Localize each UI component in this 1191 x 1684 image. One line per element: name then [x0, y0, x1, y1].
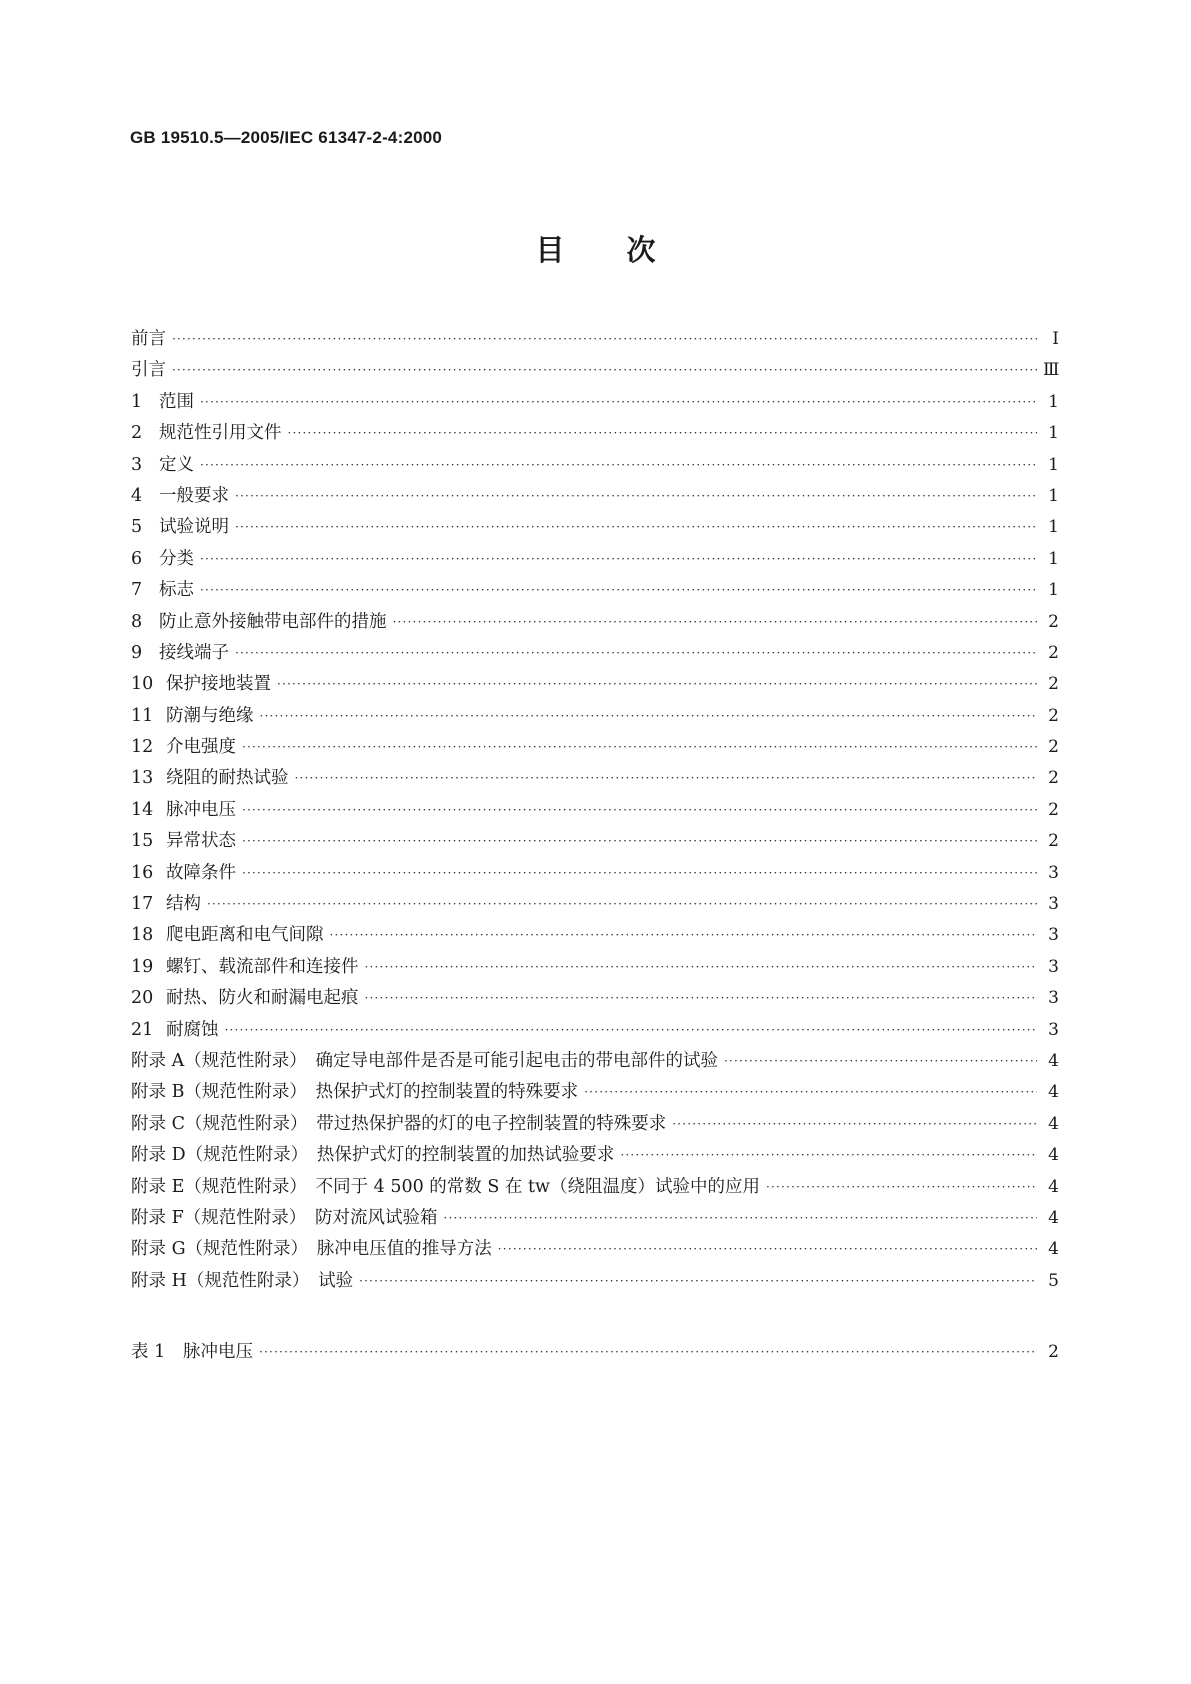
toc-entry-title: 附录 A（规范性附录） 确定导电部件是否是可能引起电击的带电部件的试验	[131, 1050, 718, 1071]
toc-entry-page: 3	[1048, 894, 1059, 915]
toc-entry-page: 4	[1048, 1050, 1059, 1071]
toc-entry-page: 1	[1048, 580, 1059, 601]
dot-leader	[172, 363, 1037, 377]
toc-entry[interactable]	[131, 1204, 1059, 1235]
toc-entry-title: 保护接地装置	[166, 674, 271, 695]
toc-entry[interactable]	[131, 953, 1059, 984]
toc-entry-page: 4	[1048, 1239, 1059, 1260]
dot-leader	[620, 1148, 1037, 1162]
toc-entry-title: 范围	[159, 391, 194, 412]
toc-entry-page: 2	[1048, 737, 1059, 758]
toc-entry-title: 附录 F（规范性附录） 防对流风试验箱	[131, 1207, 438, 1228]
toc-entry-number: 21	[131, 1019, 154, 1040]
dot-leader	[359, 1274, 1037, 1288]
toc-entry[interactable]	[131, 639, 1059, 670]
dot-leader	[200, 458, 1037, 472]
toc-entry[interactable]	[131, 419, 1059, 450]
toc-entry-page: 1	[1048, 391, 1059, 412]
dot-leader	[225, 1023, 1038, 1037]
toc-entry-page: 2	[1048, 768, 1059, 789]
toc-entry-title: 附录 B（规范性附录） 热保护式灯的控制装置的特殊要求	[131, 1082, 579, 1103]
toc-entry-title: 试验说明	[159, 517, 229, 538]
dot-leader	[242, 834, 1037, 848]
toc-entry-page: 3	[1048, 988, 1059, 1009]
toc-entry-title: 螺钉、载流部件和连接件	[166, 956, 359, 977]
toc-entry-title: 脉冲电压	[166, 799, 236, 820]
dot-leader	[172, 332, 1037, 346]
iec-standard-code: IEC 61347-2-4:2000	[284, 128, 443, 147]
toc-title: 目次	[535, 233, 718, 267]
dot-leader	[277, 677, 1037, 691]
toc-entry-page: 1	[1048, 517, 1059, 538]
dot-leader	[443, 1211, 1037, 1225]
toc-entry[interactable]	[131, 1267, 1059, 1298]
toc-entry[interactable]	[131, 859, 1059, 890]
toc-entry-title: 附录 H（规范性附录） 试验	[131, 1270, 354, 1291]
toc-entry[interactable]	[131, 451, 1059, 482]
toc-entry-page: 5	[1048, 1270, 1059, 1291]
toc-entry-page: 1	[1048, 454, 1059, 475]
toc-entry[interactable]	[131, 1141, 1059, 1172]
toc-entry-number: 5	[131, 517, 143, 538]
toc-entry-page: I	[1052, 329, 1059, 349]
toc-entry[interactable]	[131, 513, 1059, 544]
dot-leader	[365, 991, 1038, 1005]
toc-entry-number: 11	[131, 705, 154, 726]
toc-entry-page: 4	[1048, 1207, 1059, 1228]
toc-entry-page: Ⅲ	[1043, 360, 1060, 381]
standard-number-header	[130, 128, 442, 148]
toc-entry[interactable]	[131, 325, 1059, 356]
toc-entry-number: 14	[131, 799, 154, 820]
toc-entry-number: 4	[131, 485, 143, 506]
toc-entry-number: 18	[131, 925, 154, 946]
toc-entry-page: 4	[1048, 1145, 1059, 1166]
toc-entry-title: 附录 C（规范性附录） 带过热保护器的灯的电子控制装置的特殊要求	[131, 1113, 667, 1134]
toc-entry-title: 爬电距离和电气间隙	[166, 925, 324, 946]
toc-entry-title: 介电强度	[166, 737, 236, 758]
toc-entry-title: 标志	[159, 580, 194, 601]
toc-entry-number: 13	[131, 768, 154, 789]
list-of-tables	[131, 1338, 1059, 1369]
toc-entry[interactable]	[131, 890, 1059, 921]
toc-entry[interactable]	[131, 984, 1059, 1015]
toc-entry-title: 一般要求	[159, 485, 229, 506]
toc-entry-number: 17	[131, 894, 154, 915]
toc-entry-number: 19	[131, 956, 154, 977]
toc-entry[interactable]	[131, 1235, 1059, 1266]
toc-entry[interactable]	[131, 576, 1059, 607]
dot-leader	[766, 1180, 1037, 1194]
toc-entry-title: 防止意外接触带电部件的措施	[159, 611, 387, 632]
toc-entry-number: 12	[131, 737, 154, 758]
toc-entry-page: 1	[1048, 548, 1059, 569]
dot-leader	[365, 960, 1038, 974]
dot-leader	[288, 426, 1038, 440]
toc-entry-title: 前言	[131, 329, 166, 349]
toc-entry[interactable]	[131, 1078, 1059, 1109]
toc-entry-number: 16	[131, 862, 154, 883]
toc-entry-page: 1	[1048, 423, 1059, 444]
toc-entry-number: 7	[131, 580, 143, 601]
dot-leader	[498, 1242, 1037, 1256]
dot-leader	[393, 615, 1038, 629]
toc-entry-page: 3	[1048, 862, 1059, 883]
toc-entry-title: 附录 D（规范性附录） 热保护式灯的控制装置的加热试验要求	[131, 1145, 615, 1166]
dot-leader	[235, 489, 1037, 503]
toc-entry[interactable]	[131, 388, 1059, 419]
table-entry-label: 表 1	[131, 1342, 166, 1362]
toc-entry-number: 2	[131, 423, 143, 444]
toc-entry-page: 2	[1048, 799, 1059, 820]
toc-entry[interactable]	[131, 1016, 1059, 1047]
toc-entry-number: 6	[131, 548, 143, 569]
toc-entry-number: 15	[131, 831, 154, 852]
toc-entry[interactable]	[131, 670, 1059, 701]
toc-entry[interactable]	[131, 1110, 1059, 1141]
toc-entry-page: 4	[1048, 1176, 1059, 1197]
toc-entry[interactable]	[131, 608, 1059, 639]
toc-entry[interactable]	[131, 1047, 1059, 1078]
table-entry-page: 2	[1048, 1342, 1059, 1362]
toc-entry-page: 3	[1048, 1019, 1059, 1040]
toc-entry[interactable]	[131, 1173, 1059, 1204]
toc-entry-page: 2	[1048, 674, 1059, 695]
table-of-contents	[131, 325, 1059, 1298]
toc-entry-page: 2	[1048, 831, 1059, 852]
toc-entry-page: 3	[1048, 925, 1059, 946]
toc-entry-title: 引言	[131, 360, 166, 381]
dot-leader	[330, 928, 1038, 942]
toc-entry-number: 9	[131, 642, 143, 663]
toc-entry-title: 附录 E（规范性附录） 不同于 4 500 的常数 S 在 tw（绕阻温度）试验中的应用	[131, 1176, 760, 1197]
dot-leader	[260, 709, 1038, 723]
dot-leader	[200, 552, 1037, 566]
gb-standard-code: GB 19510.5—2005/	[130, 128, 285, 147]
toc-entry[interactable]	[131, 733, 1059, 764]
toc-entry-page: 1	[1048, 485, 1059, 506]
toc-entry[interactable]	[131, 827, 1059, 858]
dot-leader	[724, 1054, 1037, 1068]
toc-entry[interactable]	[131, 702, 1059, 733]
toc-entry[interactable]	[131, 356, 1059, 387]
dot-leader	[295, 771, 1038, 785]
toc-entry-number: 20	[131, 988, 154, 1009]
toc-entry[interactable]	[131, 796, 1059, 827]
table-entry-title: 脉冲电压	[183, 1342, 253, 1362]
toc-entry-title: 分类	[159, 548, 194, 569]
toc-entry-title: 定义	[159, 454, 194, 475]
toc-entry-title: 附录 G（规范性附录） 脉冲电压值的推导方法	[131, 1239, 492, 1260]
dot-leader	[672, 1117, 1037, 1131]
dot-leader	[207, 897, 1037, 911]
toc-entry-title: 规范性引用文件	[159, 423, 282, 444]
dot-leader	[242, 803, 1037, 817]
toc-entry[interactable]	[131, 482, 1059, 513]
toc-entry-title: 结构	[166, 894, 201, 915]
toc-entry-number: 3	[131, 454, 143, 475]
toc-entry[interactable]	[131, 764, 1059, 795]
dot-leader	[200, 583, 1037, 597]
toc-entry-title: 耐热、防火和耐漏电起痕	[166, 988, 359, 1009]
dot-leader	[242, 866, 1037, 880]
toc-entry-page: 4	[1048, 1082, 1059, 1103]
dot-leader	[235, 520, 1037, 534]
toc-entry-title: 异常状态	[166, 831, 236, 852]
toc-entry-page: 2	[1048, 705, 1059, 726]
toc-entry-number: 8	[131, 611, 143, 632]
toc-entry-number: 10	[131, 674, 154, 695]
dot-leader	[200, 395, 1037, 409]
toc-entry-title: 绕阻的耐热试验	[166, 768, 289, 789]
dot-leader	[584, 1085, 1037, 1099]
toc-entry-page: 4	[1048, 1113, 1059, 1134]
toc-entry-title: 接线端子	[159, 642, 229, 663]
toc-entry-title: 耐腐蚀	[166, 1019, 219, 1040]
toc-entry-title: 故障条件	[166, 862, 236, 883]
dot-leader	[235, 646, 1037, 660]
toc-entry-page: 2	[1048, 642, 1059, 663]
toc-entry[interactable]	[131, 921, 1059, 952]
toc-entry-title: 防潮与绝缘	[166, 705, 254, 726]
dot-leader	[242, 740, 1037, 754]
table-entry[interactable]	[131, 1338, 1059, 1369]
dot-leader	[259, 1345, 1037, 1359]
toc-entry-page: 2	[1048, 611, 1059, 632]
toc-entry[interactable]	[131, 545, 1059, 576]
toc-entry-page: 3	[1048, 956, 1059, 977]
toc-entry-number: 1	[131, 391, 143, 412]
